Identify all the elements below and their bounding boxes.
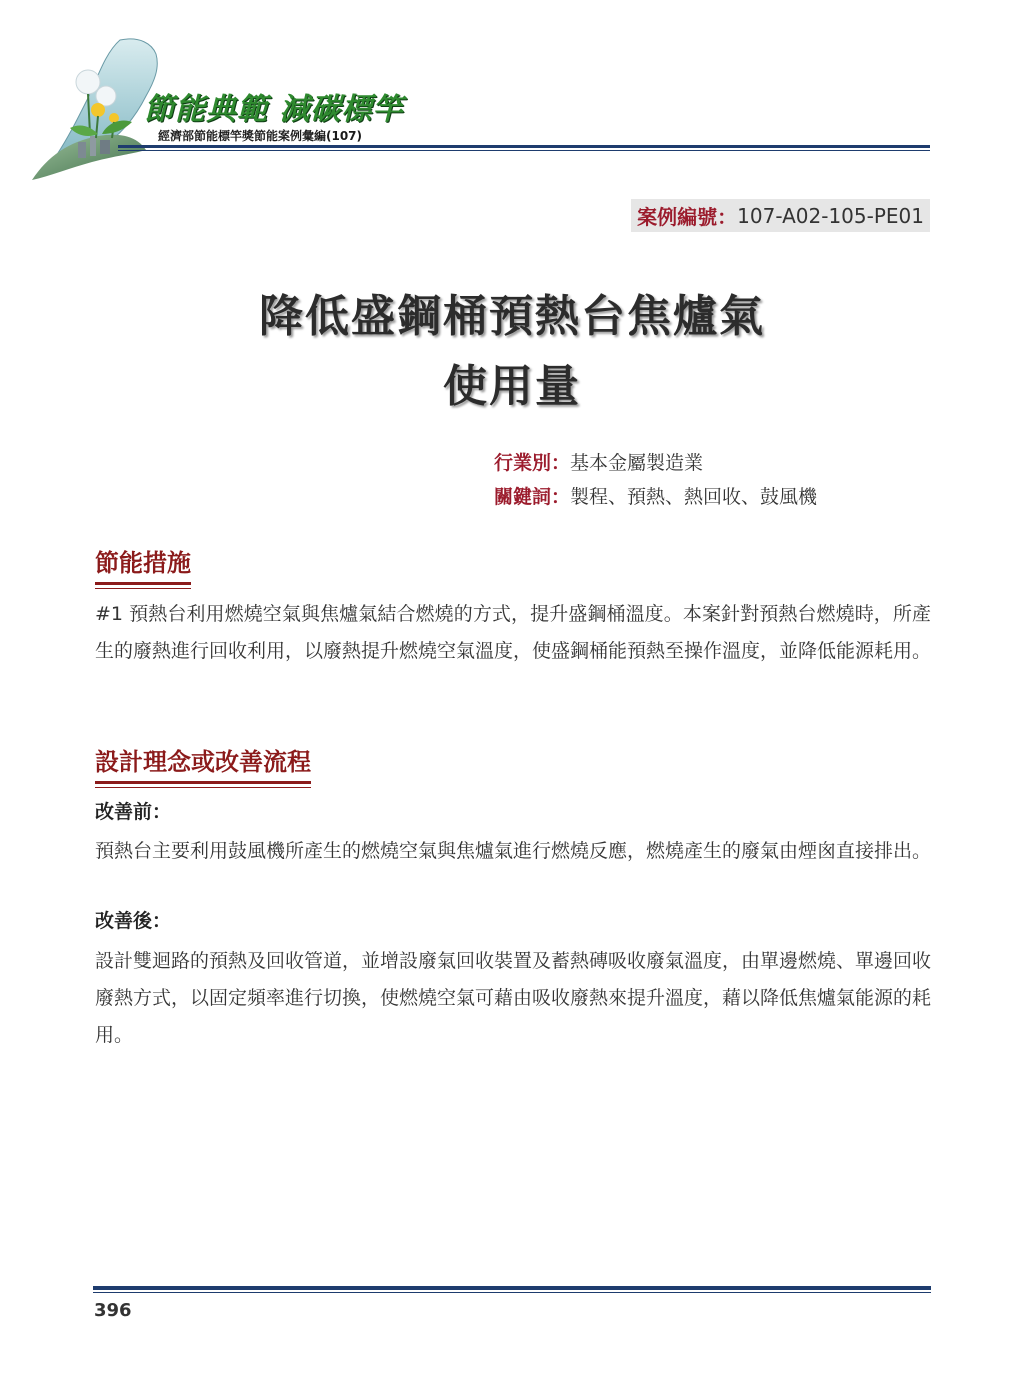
section-heading-measures: 節能措施 (95, 543, 191, 585)
industry-row (494, 448, 703, 475)
keywords-value: 製程、預熱、熱回收、鼓風機 (570, 486, 818, 508)
industry-value: 基本金屬製造業 (570, 452, 704, 474)
after-improvement-label: 改善後： (95, 910, 172, 932)
header-rule-thin (118, 150, 930, 151)
keywords-row (494, 482, 817, 509)
brand-title: 節能典範 減碳標竿 (144, 92, 404, 127)
page-number: 396 (94, 1300, 132, 1321)
case-number-box (631, 199, 930, 232)
footer-rule-thin (93, 1292, 931, 1293)
case-number-value: 107-A02-105-PE01 (737, 203, 924, 228)
section-heading-design: 設計理念或改善流程 (95, 742, 311, 784)
case-number-label: 案例編號： (637, 205, 738, 229)
industry-label: 行業別： (494, 452, 571, 474)
before-improvement-paragraph: 預熱台主要利用鼓風機所產生的燃燒空氣與焦爐氣進行燃燒反應，燃燒產生的廢氣由煙囪直接排出。 (95, 840, 932, 862)
brand-subtitle: 經濟部節能標竿獎節能案例彙編(107) (158, 129, 363, 143)
after-improvement-paragraph: 設計雙迴路的預熱及回收管道，並增設廢氣回收裝置及蓄熱磚吸收廢氣溫度，由單邊燃燒、單邊回收廢熱方式，以固定頻率進行切換，使燃燒空氣可藉由吸收廢熱來提升溫度，藉以降低焦爐氣能源的耗用。 (95, 950, 932, 1046)
keywords-label: 關鍵詞： (494, 486, 571, 508)
footer-rule (93, 1286, 931, 1290)
before-improvement-label: 改善前： (95, 801, 172, 823)
header-rule (118, 145, 930, 148)
measures-paragraph: #1 預熱台利用燃燒空氣與焦爐氣結合燃燒的方式，提升盛鋼桶溫度。本案針對預熱台燃燒時，所產生的廢熱進行回收利用，以廢熱提升燃燒空氣溫度，使盛鋼桶能預熱至操作溫度，並降低能源耗用。 (95, 603, 932, 662)
page-title-line-2: 使用量 (443, 361, 581, 412)
page-title-line-1: 降低盛鋼桶預熱台焦爐氣 (259, 291, 765, 342)
